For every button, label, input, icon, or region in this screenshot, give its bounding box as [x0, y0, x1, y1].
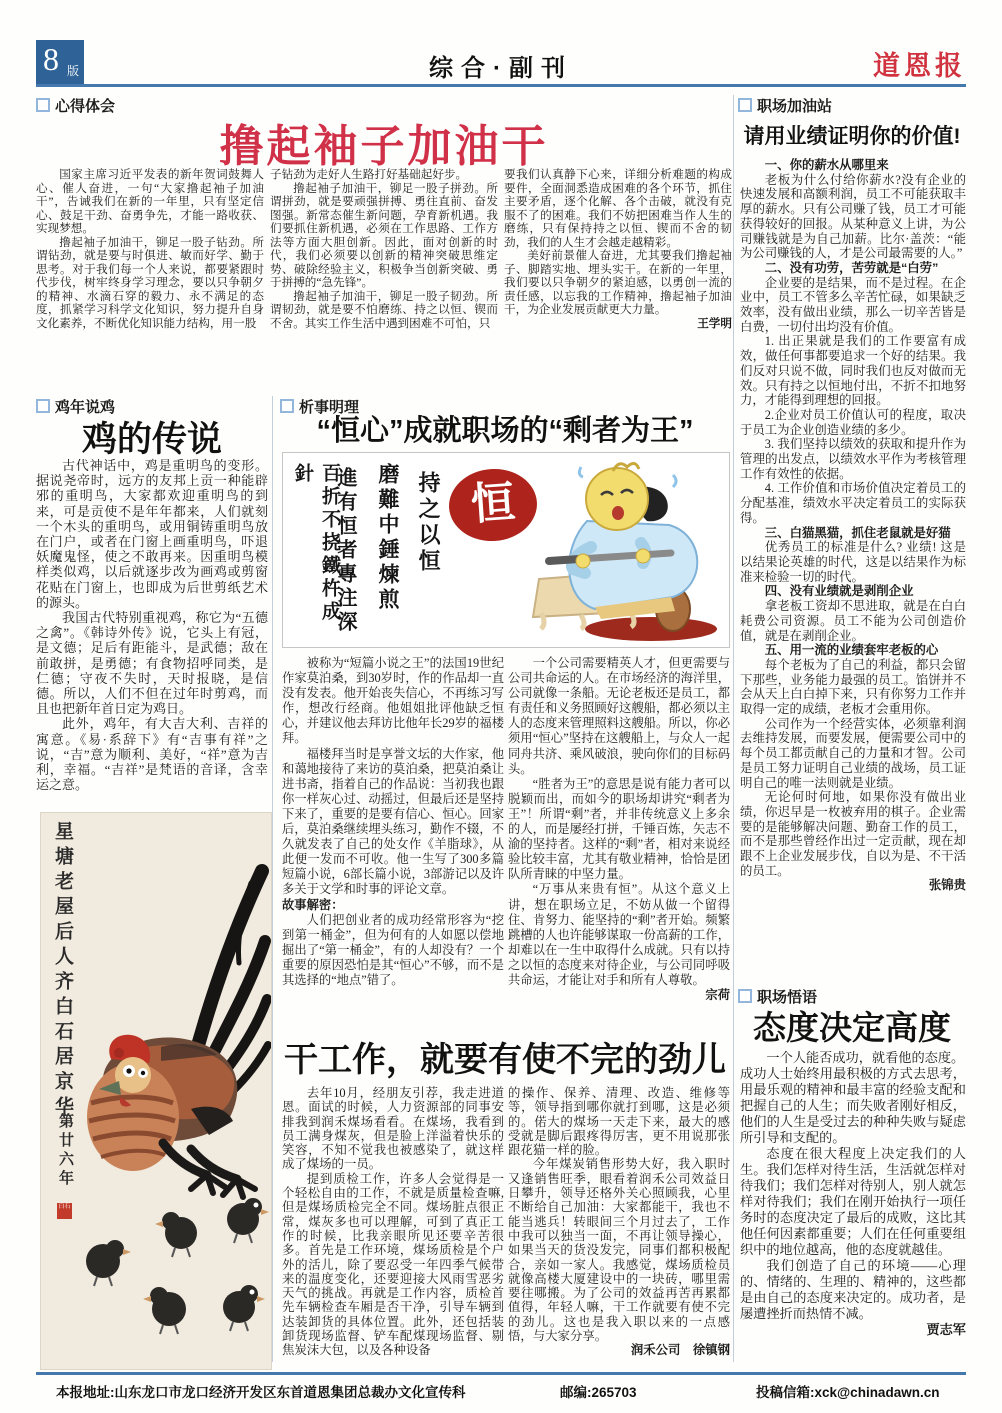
main-article-title: 撸起袖子加油干 — [219, 122, 549, 171]
section-tag-jinianshuoji: 鸡年说鸡 — [36, 396, 115, 417]
section-title: 综合·副刊 — [429, 55, 573, 82]
paragraph: 子钻劲为走好人生路打好基础起好步。 — [270, 168, 468, 181]
ji-article-body — [36, 458, 268, 806]
page-number: 8 — [43, 41, 59, 77]
rooster-ink-painting — [40, 812, 272, 1370]
main-article-col3 — [504, 168, 732, 390]
paragraph: 公司作为一个经营实体，必须靠利润去维持发展，而要发展，便需要公司中的每个员工都贡献自己的力量和才智。公司是员工努力证明自己业绩的战场，员工证明自己的唯一法则就是业绩。 — [740, 716, 966, 790]
shadow — [585, 617, 717, 641]
footer-postcode: 邮编:265703 — [560, 1385, 637, 1400]
paragraph: 去年10月，经朋友引荐，我走进道恩。面试的时候，人力资源部的同事安排我到润禾煤场看看。在煤场，我看到员工满身煤灰，但是脸上洋溢着快乐的笑容，不知不觉我也被感染了，就这样成了煤场的一员。 — [282, 1086, 504, 1172]
paragraph: 撸起袖子加油干，铆足一股子韧劲。所谓韧劲，就是要不怕磨练、持之以恒、锲而不舍。其实工作生活中遇到困难不可怕，只 — [270, 289, 498, 330]
yeji-article-body — [740, 158, 966, 966]
cartoon-calligraphy: 持之以恒 — [416, 471, 441, 575]
header-rule — [36, 84, 966, 87]
paragraph: 宗荷 — [705, 988, 730, 1003]
section-marker-icon — [738, 98, 752, 112]
painting-inscription: 星塘老屋后人齐白石居京华 — [52, 821, 73, 1121]
column-rule — [272, 396, 273, 1362]
paragraph: 2.企业对员工价值认可的程度，取决于员工为企业创造业绩的多少。 — [740, 407, 966, 437]
section-tag-xindetihui: 心得体会 — [36, 95, 115, 116]
paragraph: “胜者为王”的意思是说有能力者可以脱颖而出，而如今的职场却讲究“剩者为王”！所谓“剩”者，并非传统意义上多余的人，而是屡经打拼，千锤百炼，矢志不渝的坚持者。这样的“剩”者，相对来说经验比较丰富，尤其有敬业精神，恰恰是团队所青睐的中坚力量。 — [508, 776, 730, 882]
cartoon-calligraphy: 磨難中錘煉煎 — [376, 463, 400, 613]
painting-seal: 白石 — [57, 1203, 72, 1219]
grinding-man-illustration — [521, 457, 727, 645]
paragraph: 一、你的薪水从哪里来 — [764, 158, 889, 172]
hand — [636, 549, 650, 563]
section-tag-zhichangwuyu: 职场悟语 — [738, 986, 817, 1007]
paragraph: 润禾公司 徐镇钢 — [630, 1343, 730, 1358]
paragraph: 我们创造了自己的环境——心理的、情绪的、生理的、精神的，这些都是由自己的态度来决定的。成功者，是屡遭挫折而热情不减。 — [740, 1258, 966, 1321]
taidu-article-body — [740, 1050, 966, 1362]
section-tag-zhichangjiayouzhan: 职场加油站 — [738, 95, 832, 116]
footer-address: 本报地址:山东龙口市龙口经济开发区东首道恩集团总裁办文化宣传科 — [56, 1385, 466, 1400]
heng-article-col1 — [282, 656, 504, 1030]
mouth — [612, 506, 624, 520]
painting-inscription-year: 第廿六年 — [57, 1113, 73, 1189]
paragraph: 4. 工作价值和市场价值决定着员工的分配基准，绩效水平决定着员工的实际获得。 — [740, 481, 966, 525]
paragraph: 撸起袖子加油干，铆足一股子拼劲。所谓拼劲，就是要顽强拼搏、勇往直前、奋发图强。新常态催生新问题，孕育新机遇。我们要抓住新机遇，必须在工作思路、工作方法等方面大胆创新。因此，面对创新的时代，我们必须要以创新的精神突破思维定势、破除经验主义，积极争当创新突破、勇于拼搏的“急先锋”。 — [270, 181, 498, 289]
heng-character-badge: 恒 — [447, 466, 540, 544]
paragraph: 国家主席习近平发表的新年贺词鼓舞人心、催人奋进，一句“大家撸起袖子加油干”，告诫我们在新的一年里，只有坚定信心、鼓足干劲、奋勇争先，才能一路收获、实现梦想。 — [36, 168, 264, 235]
paragraph: 二、没有功劳，苦劳就是“白劳” — [764, 260, 939, 275]
paragraph: 此外，鸡年，有大吉大利、吉祥的寓意。《易·系辞下》有“吉事有祥”之说，“吉”意为顺利、美好，“祥”意为吉利，幸福。“吉祥”是梵语的音译，含幸运之意。 — [36, 716, 268, 793]
gan-article-title: 干工作，就要有使不完的劲儿 — [284, 1041, 726, 1079]
paragraph: 提到质检工作，许多人会觉得是一个轻松自由的工作，不就是质量检查嘛,但是煤场质检完全不同。煤场脏点很正常，煤灰多也可以理解，可到了真正工作的时候，比我亲眼所见还要辛苦很多。首先是工作环境，煤场质检是个户外的活儿，除了要忍受一年四季气候带来的温度变化，还要迎接大风雨雪恶劣天气的挑战。再就是工作内容，质检首先车辆检查车厢是否干净，引导车辆到达装卸货的具体位置。此外，还包括装卸货现场监督、铲车配煤现场监督、剔焦炭沫大包，以及各种设备 — [282, 1171, 504, 1358]
paragraph: “万事从来贵有恒”。从这个意义上讲，想在职场立足，不妨从做一个留得住、肯努力、能坚持的“剩”者开始。频繁跳槽的人也许能够谋取一份高薪的工作，却难以在一生中取得什么成就。只有以持之以恒的态度来对待企业，与公司同呼吸共命运，才能让对手和所有人尊敬。 — [508, 882, 730, 987]
footer-email: 投稿信箱:xck@chinadawn.cn — [756, 1385, 940, 1400]
column-rule — [733, 95, 734, 1362]
masthead-logo: 道恩报 — [873, 51, 966, 81]
head — [586, 468, 648, 530]
paragraph: 四、没有业绩就是剥削企业 — [764, 584, 914, 599]
taidu-article-title: 态度决定高度 — [753, 1009, 951, 1046]
paragraph: 一个公司需要精英人才，但更需要与公司共命运的人。在市场经济的海洋里，公司就像一条船。无论老板还是员工，都有责任和义务照顾好这艘船，都必须以主人的态度来管理照料这艘船。所以，你必须用“恒心”坚持在这艘船上，与众人一起同舟共济、乘风破浪，驶向你们的目标码头。 — [508, 656, 730, 776]
paragraph: 五、用一流的业绩套牢老板的心 — [764, 643, 939, 658]
paragraph: 三、白猫黑猫，抓住老鼠就是好猫 — [764, 525, 951, 540]
paragraph: 美好前景催人奋进，尤其要我们撸起袖子、脚踏实地、埋头实干。在新的一年里，我们要以只争朝夕的紧迫感，以勇创一流的责任感，以忘我的工作精神，撸起袖子加油干，为企业发展贡献更大力量。 — [504, 249, 732, 316]
paragraph: 福楼拜当时是享誉文坛的大作家，他和蔼地接待了来访的莫泊桑，把莫泊桑让进书斋，指着自己的作品说：当初我也跟你一样灰心过、动摇过，但最后还是坚持下来了，重要的是要有信心、恒心。回家后，莫泊桑继续埋头练习，勤作不辍，不久就发表了自己的处女作《羊脂球》，从此便一发而不可收。他一生写了300多篇短篇小说，6部长篇小说，3部游记以及许多关于文学和时事的评论文章。 — [282, 746, 504, 897]
section-marker-icon — [36, 399, 50, 413]
hengxin-cartoon — [282, 452, 730, 648]
section-marker-icon — [738, 989, 752, 1003]
yeji-article-title: 请用业绩证明你的价值! — [743, 125, 961, 148]
paragraph: 成功人士始终用最积极的方式去思考，用最乐观的精神和最丰富的经验支配和把握自己的人生；而失败者刚好相反，他们的人生是受过去的种种失败与疑虑所引导和支配的。 — [740, 1066, 966, 1145]
paragraph: 拿老板工资却不思进取，就是在白白耗费公司资源。员工不能为公司创造价值，就是在剥削企业。 — [740, 599, 966, 643]
paragraph: 一个人能否成功，就看他的态度。 — [766, 1050, 965, 1065]
heng-article-title: “恒心”成就职场的“剩者为王” — [316, 415, 694, 447]
paragraph: 老板为什么付给你薪水?没有企业的快速发展和高额利润，员工不可能获取丰厚的薪水。只有公司赚了钱，员工才可能获得较好的回报。从某种意义上讲，为公司赚钱就是为自己加薪。比尔·盖茨：“能为公司赚钱的人，才是公司最需要的人。” — [740, 172, 966, 261]
paragraph: 3. 我们坚持以绩效的获取和提升作为管理的出发点，以绩效水平作为考核管理工作有效性的依据。 — [740, 437, 966, 481]
paragraph: 态度在很大程度上决定我们的人生。我们怎样对待生活，生活就怎样对待我们；我们怎样对待别人，别人就怎样对待我们；我们在刚开始执行一项任务时的态度决定了最后的成败，这比其他任何因素都重要；人们在任何重要组织中的地位越高，他的态度就越佳。 — [740, 1146, 966, 1257]
paragraph: 王学明 — [697, 316, 732, 330]
paragraph: 故事解密： — [282, 897, 344, 912]
paragraph: 我国古代特别重视鸡，称它为“五德之禽”。《韩诗外传》说，它头上有冠，是文德；足后有距能斗，是武德；敌在前敢拼，是勇德；有食物招呼同类，是仁德；守夜不失时，天时报晓，是信德。所以，人们不但在过年时剪鸡，而且也把新年首日定为鸡日。 — [36, 610, 268, 717]
gan-article-col2 — [508, 1086, 730, 1366]
paragraph: 人们把创业者的成功经常形容为“挖到第一桶金”，但为何有的人如愿以偿地掘出了“第一桶金”，有的人却没有？一个重要的原因恐怕是其“恒心”不够，而不是其选择的“地点”错了。 — [282, 912, 504, 987]
paragraph: 优秀员工的标准是什么? 业绩! 这是以结果论英雄的时代，这是以结果作为标准来检验一切的时代。 — [740, 540, 966, 584]
footer-rule — [36, 1372, 966, 1375]
paragraph: 企业要的是结果，而不是过程。在企业中，员工不管多么辛苦忙碌，如果缺乏效率，没有做出业绩，那么一切辛苦皆是白费，一切付出均没有价值。 — [740, 275, 966, 334]
section-tag-xishimingli: 析事明理 — [280, 396, 359, 417]
main-article-col2 — [270, 168, 498, 390]
paragraph: 的操作、保养、清理、改造、维修等等，领导指到哪你就打到哪，这是必须的。偌大的煤场一天走下来，最大的感受就是脚后跟疼得厉害，更不用说那张跟花猫一样的脸。 — [508, 1086, 730, 1158]
ji-article-title: 鸡的传说 — [81, 420, 222, 459]
paragraph: 要我们认真静下心来，详细分析难题的构成要件，全面洞悉造成困难的各个环节，抓住主要矛盾，逐个化解、各个击破，就没有克服不了的困难。我们不妨把困难当作人生的磨练，只有保持持之以恒、锲而不舍的韧劲，我们的人生才会越走越精彩。 — [504, 168, 732, 249]
paragraph: 贾志军 — [926, 1322, 966, 1337]
paragraph: 每个老板为了自己的利益，都只会留下那些，业务能力最强的员工。馅饼并不会从天上白白掉下来，只有你努力工作并取得一定的成绩，老板才会重用你。 — [740, 657, 966, 717]
paragraph: 古代神话中，鸡是重明鸟的变形。据说尧帝时，远方的友邦上贡一种能辟邪的重明鸟，大家都欢迎重明鸟的到来，可是贡使不是年年都来，人们就刻一个木头的重明鸟，或用铜铸重明鸟放在门户，或者在门窗上画重明鸟，吓退妖魔鬼怪，使之不敢再来。因重明鸟模样类似鸡，以后就逐步改为画鸡或剪窗花贴在门窗上，也即成为后世剪纸艺术的源头。 — [36, 458, 268, 610]
paragraph: 1. 出正果就是我们的工作要富有成效，做任何事都要追求一个好的结果。我们反对只说不做，同时我们也反对做而无效。只有持之以恒地付出，不折不扣地努力，才能得到理想的回报。 — [740, 334, 966, 408]
hand — [576, 554, 590, 568]
cartoon-calligraphy: 百折不挠鐵杵成針 — [292, 463, 340, 624]
cartoon-calligraphy: 進有恒者專注深 — [334, 467, 356, 635]
heng-article-col2 — [508, 656, 730, 1030]
main-article-col1 — [36, 168, 264, 390]
paragraph: 今年煤炭销售形势大好，我入职时又逢销售旺季，眼看着润禾公司效益日日攀升，领导还格外关心照顾我，心里不断给自己加油：大家都能干，我也不能当逃兵！转眼间三个月过去了，工作中我可以独当一面，不再让领导操心，如果当天的货没发完，同事们都积极配合，亲如一家人。我感觉，煤场质检员就像高楼大厦建设中的一块砖，哪里需要往哪搬。为了公司的效益再苦再累都值得，年轻人嘛，干工作就要有使不完的劲儿。这也是我入职以来的一点感悟，与大家分享。 — [508, 1157, 730, 1344]
paragraph: 无论何时何地，如果你没有做出业绩，你迟早是一枚被弃用的棋子。企业需要的是能够解决问题、勤奋工作的员工，而不是那些曾经作出过一定贡献，现在却跟不上企业发展步伐，自以为是、不干活的员工。 — [740, 790, 966, 878]
gan-article-col1 — [282, 1086, 504, 1366]
paragraph: 张锦贵 — [928, 878, 966, 893]
paragraph: 被称为“短篇小说之王”的法国19世纪作家莫泊桑，到30岁时，作的作品却一直没有发表。他开始丧失信心，不再练习写作，想改行经商。他姐姐批评他缺乏恒心，并建议他去拜访比他年长29岁的福楼拜。 — [282, 656, 504, 746]
page-number-label: 版 — [66, 64, 79, 78]
paragraph: 撸起袖子加油干，铆足一股子钻劲。所谓钻劲，就是要与时俱进、敏而好学、勤于思考。对于我们每一个人来说，都要紧跟时代步伐，树牢终身学习理念，要以只争朝夕的精神、水滴石穿的毅力、永不满足的态度，抓紧学习科学文化知识，努力提升自身文化素养，不断优化知识能力结构，用一股 — [36, 235, 264, 330]
